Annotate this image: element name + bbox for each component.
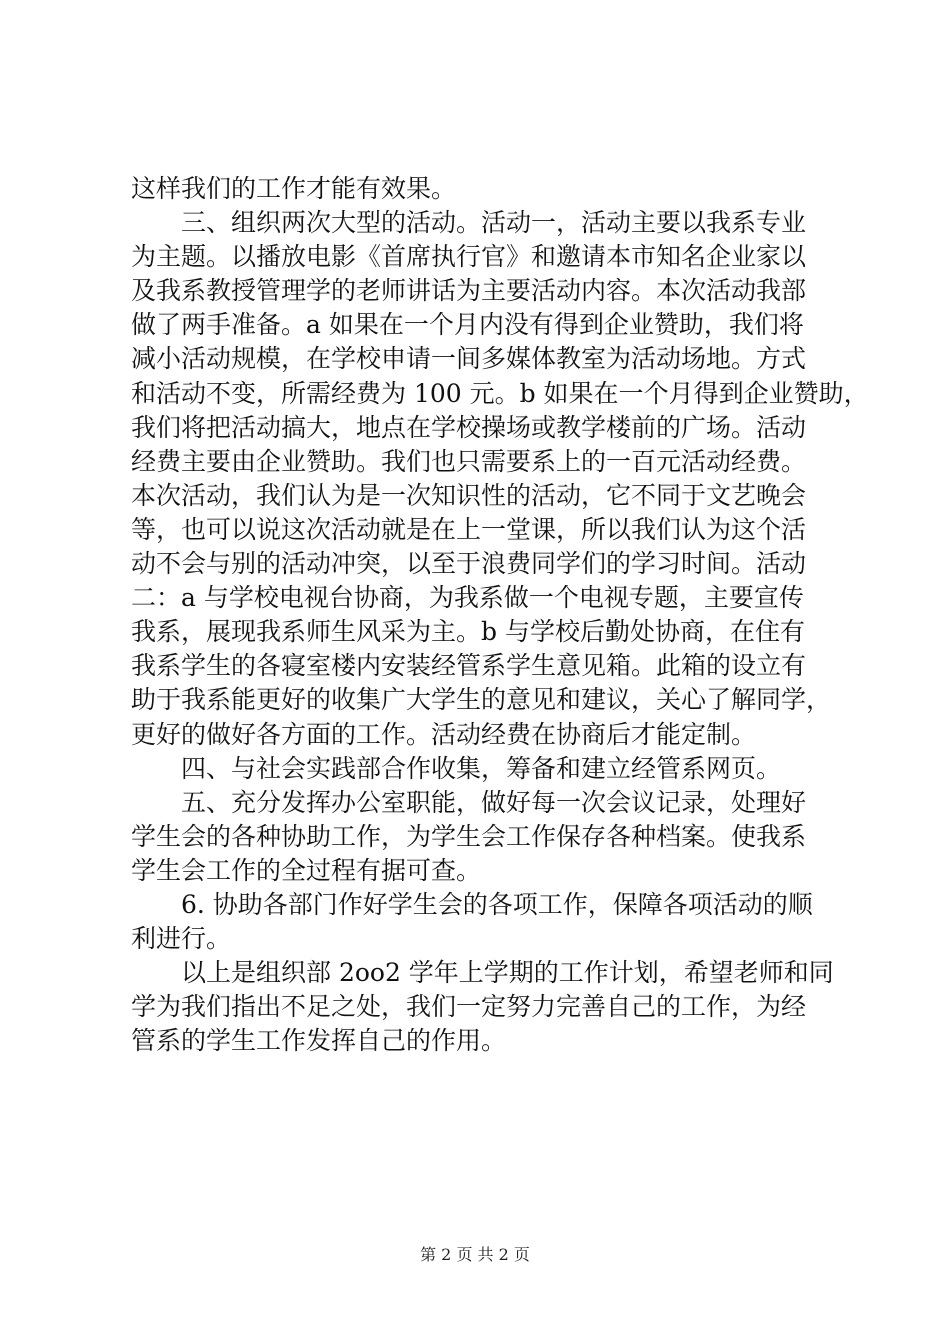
text-line: 学为我们指出不足之处，我们一定努力完善自己的工作，为经 [131, 992, 807, 1022]
text-line: 我系，展现我系师生风采为主。b 与学校后勤处协商，在住有 [131, 617, 805, 647]
text-line: 学生会工作的全过程有据可查。 [131, 855, 482, 885]
text-line: 更好的做好各方面的工作。活动经费在协商后才能定制。 [131, 719, 757, 749]
text-line: 本次活动，我们认为是一次知识性的活动，它不同于文艺晚会 [131, 480, 807, 510]
document-body [131, 172, 869, 1058]
text-line: 及我系教授管理学的老师讲话为主要活动内容。本次活动我部 [131, 276, 807, 306]
text-line: 我系学生的各寝室楼内安装经管系学生意见箱。此箱的设立有 [131, 651, 807, 681]
text-line: 等，也可以说这次活动就是在上一堂课，所以我们认为这个活 [131, 514, 807, 544]
text-line: 四、与社会实践部合作收集，筹备和建立经管系网页。 [131, 753, 782, 783]
text-line: 经费主要由企业赞助。我们也只需要系上的一百元活动经费。 [131, 446, 807, 476]
text-line: 三、组织两次大型的活动。活动一，活动主要以我系专业 [131, 208, 807, 238]
text-line: 动不会与别的活动冲突，以至于浪费同学们的学习时间。活动 [131, 549, 807, 579]
text-line: 减小活动规模，在学校申请一间多媒体教室为活动场地。方式 [131, 344, 807, 374]
page-footer [0, 1245, 950, 1265]
text-line: 二：a 与学校电视台协商，为我系做一个电视专题，主要宣传 [131, 583, 804, 613]
text-line: 和活动不变，所需经费为 100 元。b 如果在一个月得到企业赞助， [131, 378, 869, 408]
text-line: 学生会的各种协助工作，为学生会工作保存各种档案。使我系 [131, 821, 807, 851]
text-line: 利进行。 [131, 924, 232, 954]
text-line: 我们将把活动搞大，地点在学校操场或教学楼前的广场。活动 [131, 412, 807, 442]
text-line: 这样我们的工作才能有效果。 [131, 174, 457, 203]
page-number-label: 第 2 页 共 2 页 [420, 1245, 530, 1264]
text-line: 做了两手准备。a 如果在一个月内没有得到企业赞助，我们将 [131, 310, 804, 340]
text-line: 为主题。以播放电影《首席执行官》和邀请本市知名企业家以 [131, 242, 807, 272]
text-line: 管系的学生工作发挥自己的作用。 [131, 1026, 507, 1056]
text-line: 五、充分发挥办公室职能，做好每一次会议记录，处理好 [131, 787, 807, 817]
text-line: 助于我系能更好的收集广大学生的意见和建议，关心了解同学， [131, 685, 832, 715]
text-line: 6. 协助各部门作好学生会的各项工作，保障各项活动的顺 [131, 889, 813, 919]
text-line: 以上是组织部 2oo2 学年上学期的工作计划，希望老师和同 [131, 958, 834, 988]
